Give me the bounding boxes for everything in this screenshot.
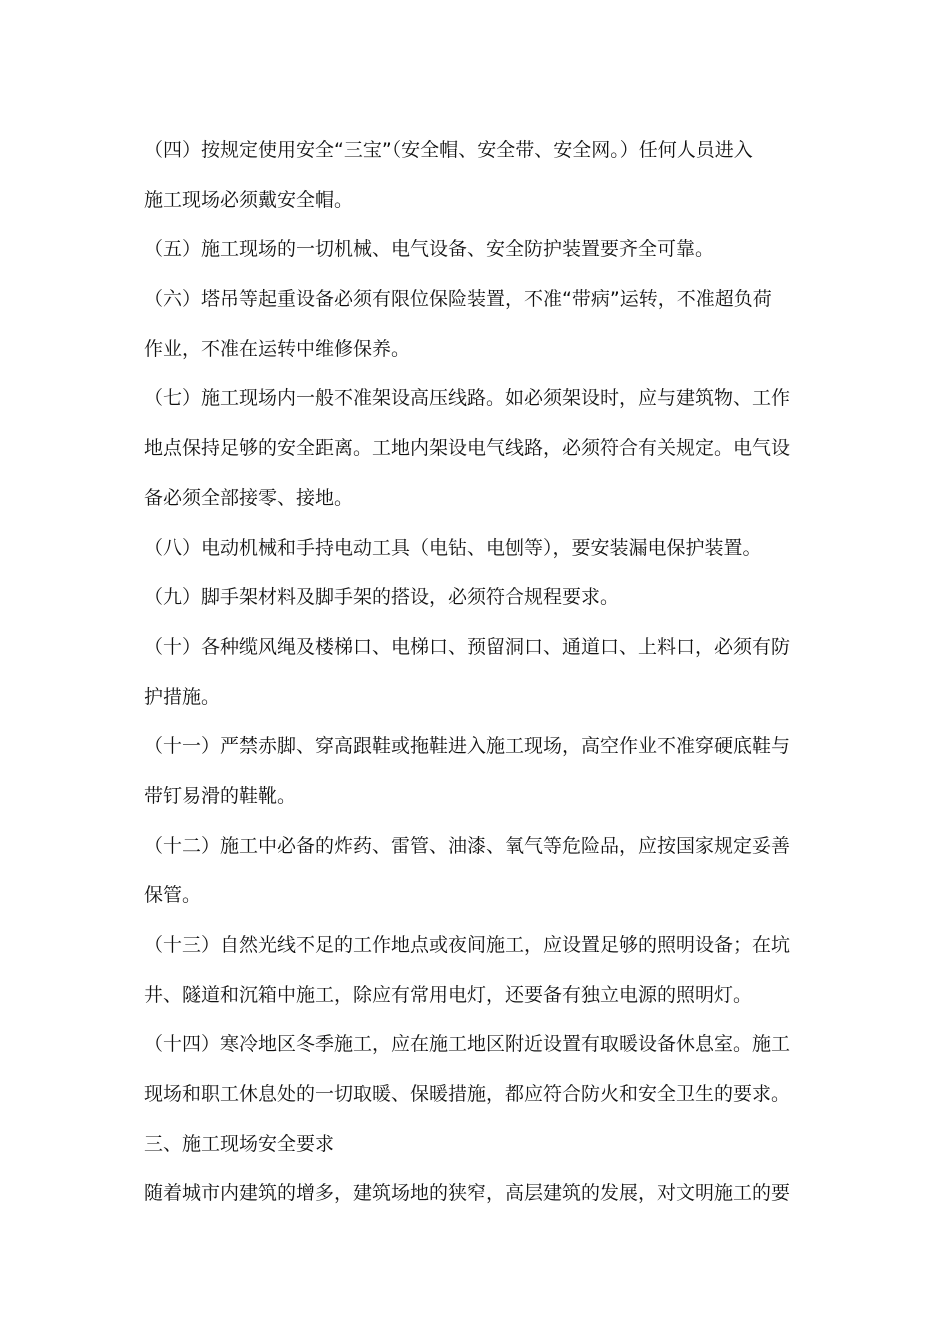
item-11-line-1: （十一）严禁赤脚、穿高跟鞋或拖鞋进入施工现场，高空作业不准穿硬底鞋与 xyxy=(144,735,791,758)
paragraph-line-1: 随着城市内建筑的增多，建筑场地的狭窄，高层建筑的发展，对文明施工的要 xyxy=(144,1182,791,1205)
item-4-line-1: （四）按规定使用安全“三宝”（安全帽、安全带、安全网。）任何人员进入 xyxy=(144,139,753,161)
section-heading: 三、施工现场安全要求 xyxy=(144,1132,335,1155)
item-6-line-1: （六）塔吊等起重设备必须有限位保险装置，不准“带病”运转，不准超负荷 xyxy=(144,288,772,311)
item-10-line-1: （十）各种缆风绳及楼梯口、电梯口、预留洞口、通道口、上料口，必须有防 xyxy=(144,635,791,658)
item-14-line-2: 现场和职工休息处的一切取暖、保暖措施，都应符合防火和安全卫生的要求。 xyxy=(144,1083,791,1106)
item-11-line-2: 带钉易滑的鞋靴。 xyxy=(144,784,297,807)
item-9-line-1: （九）脚手架材料及脚手架的搭设，必须符合规程要求。 xyxy=(144,586,620,609)
item-7-line-1: （七）施工现场内一般不准架设高压线路。如必须架设时，应与建筑物、工作 xyxy=(144,387,791,410)
item-12-line-1: （十二）施工中必备的炸药、雷管、油漆、氧气等危险品，应按国家规定妥善 xyxy=(144,834,791,857)
item-13-line-2: 井、隧道和沉箱中施工，除应有常用电灯，还要备有独立电源的照明灯。 xyxy=(144,983,753,1006)
item-5-line-1: （五）施工现场的一切机械、电气设备、安全防护装置要齐全可靠。 xyxy=(144,238,715,261)
item-14-line-1: （十四）寒冷地区冬季施工，应在施工地区附近设置有取暖设备休息室。施工 xyxy=(144,1033,791,1056)
item-13-line-1: （十三）自然光线不足的工作地点或夜间施工，应设置足够的照明设备；在坑 xyxy=(144,934,791,956)
item-4-line-2: 施工现场必须戴安全帽。 xyxy=(144,188,354,211)
item-8-line-1: （八）电动机械和手持电动工具（电钻、电刨等），要安装漏电保护装置。 xyxy=(144,536,762,559)
item-7-line-3: 备必须全部接零、接地。 xyxy=(144,486,354,509)
item-7-line-2: 地点保持足够的安全距离。工地内架设电气线路，必须符合有关规定。电气设 xyxy=(144,437,791,460)
item-10-line-2: 护措施。 xyxy=(144,685,221,708)
item-12-line-2: 保管。 xyxy=(144,884,202,907)
document-body xyxy=(144,126,808,1219)
item-6-line-2: 作业，不准在运转中维修保养。 xyxy=(144,337,411,360)
